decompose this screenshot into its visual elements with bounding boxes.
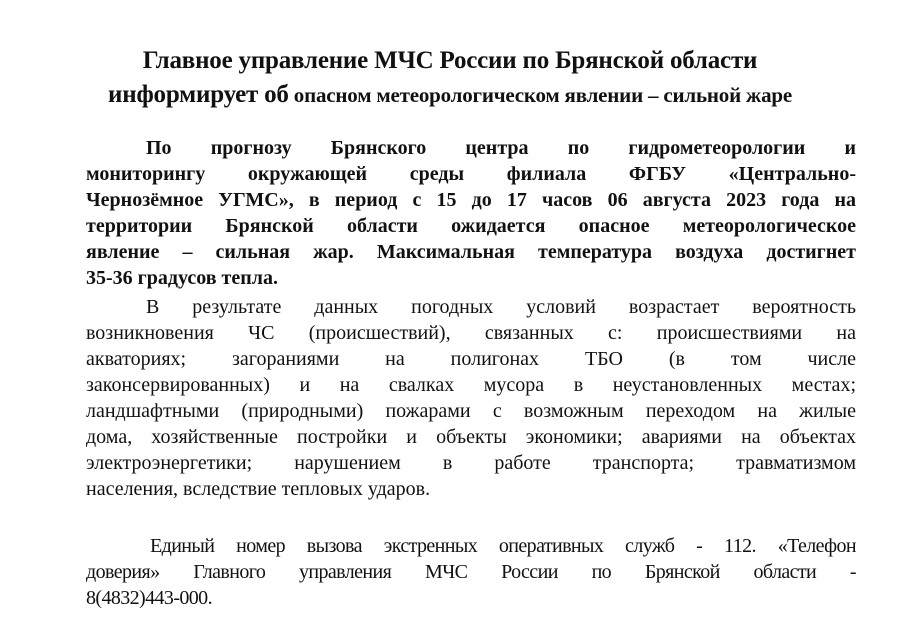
text-line: По прогнозу Брянского центра по гидрометеорологии и xyxy=(146,137,856,159)
text-line: 35-36 градусов тепла. xyxy=(86,267,278,289)
text-line: Чернозёмное УГМС», в период с 15 до 17 часов 06 августа 2023 года на xyxy=(86,189,856,211)
text-line: электроэнергетики; нарушением в работе транспорта; травматизмом xyxy=(86,452,856,474)
risks-paragraph xyxy=(86,294,856,502)
text-line: возникновения ЧС (происшествий), связанных с: происшествиями на xyxy=(86,322,856,344)
text-line: акваториях; загораниями на полигонах ТБО (в том числе xyxy=(86,348,856,370)
document-title-line-1: Главное управление МЧС России по Брянской области xyxy=(142,47,758,74)
text-line: явление – сильная жар. Максимальная температура воздуха достигнет xyxy=(86,241,856,263)
text-line: населения, вследствие тепловых ударов. xyxy=(86,478,431,500)
text-line: Единый номер вызова экстренных оперативных служб - 112. «Телефон xyxy=(150,535,856,557)
text-line: мониторингу окружающей среды филиала ФГБУ «Центрально- xyxy=(86,163,856,185)
title-subject: опасном метеорологическом явлении – сильной жаре xyxy=(288,83,792,107)
text-line: доверия» Главного управления МЧС России по Брянской области - xyxy=(86,561,856,583)
contacts-paragraph xyxy=(86,533,856,611)
document-title-line-2 xyxy=(0,80,900,110)
text-line: В результате данных погодных условий возрастает вероятность xyxy=(146,296,856,318)
text-line: ландшафтными (природными) пожарами с возможным переходом на жилые xyxy=(86,400,856,422)
forecast-paragraph xyxy=(86,135,856,291)
text-line: территории Брянской области ожидается опасное метеорологическое xyxy=(86,215,856,237)
title-lead: информирует об xyxy=(108,81,289,108)
text-line: законсервированных) и на свалках мусора в неустановленных местах; xyxy=(86,374,856,396)
hotline-phone: 8(4832)443-000. xyxy=(86,587,212,609)
text-line: дома, хозяйственные постройки и объекты экономики; авариями на объектах xyxy=(86,426,856,448)
